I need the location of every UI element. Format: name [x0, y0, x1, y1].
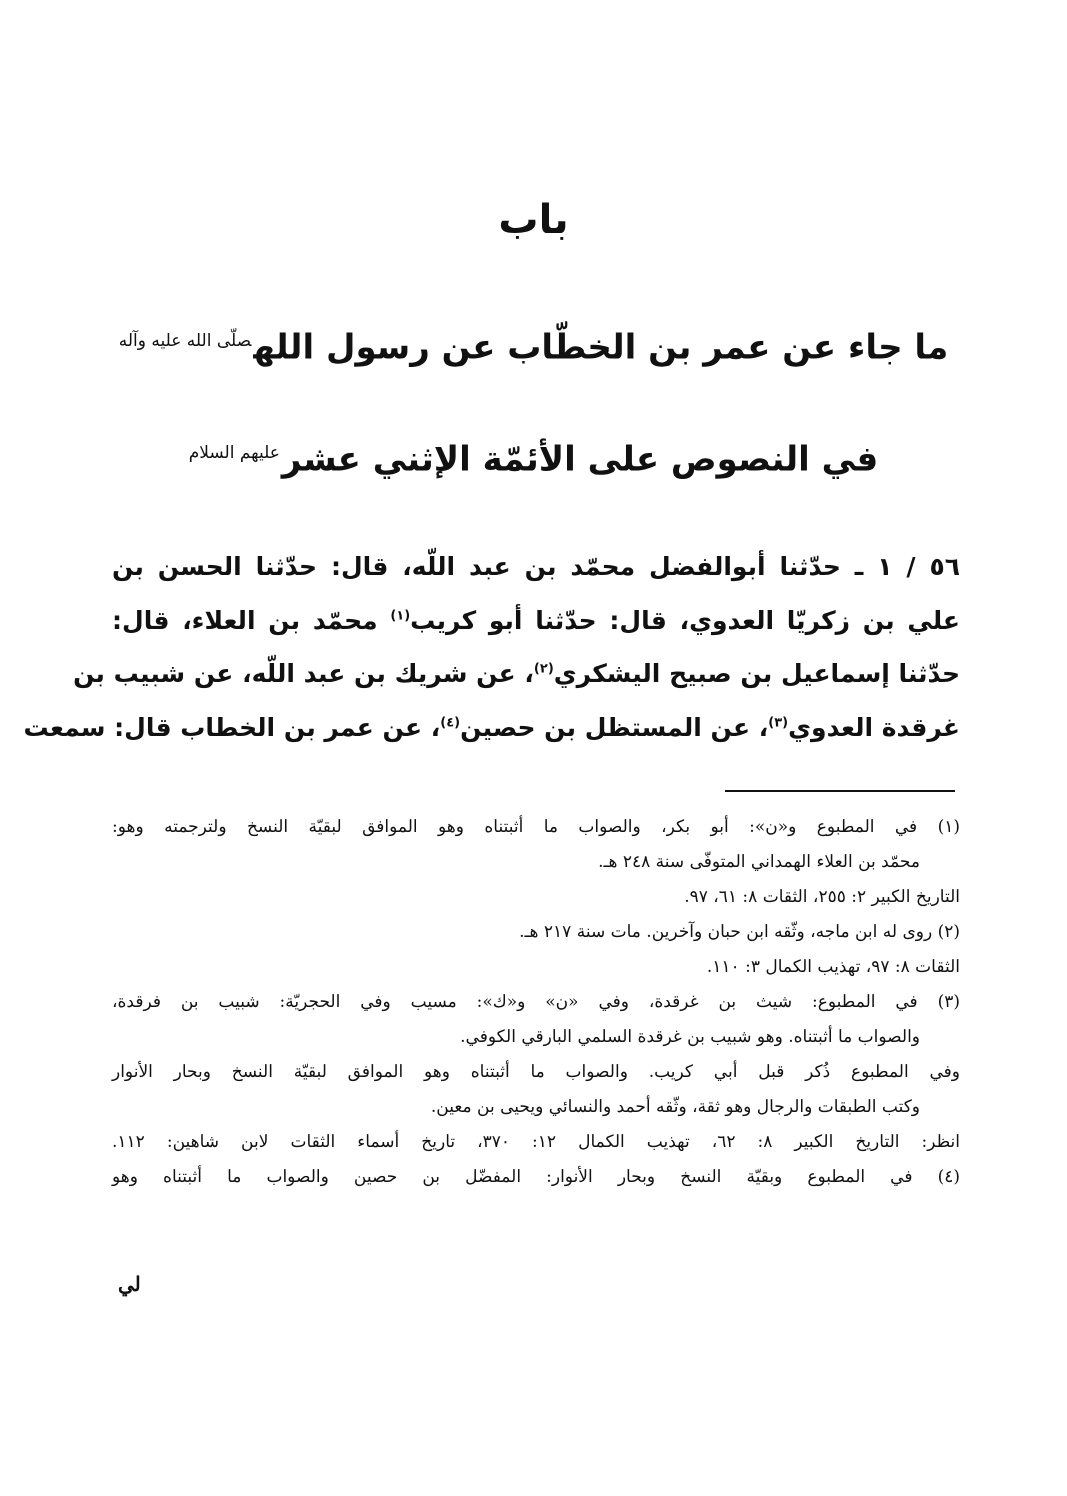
footnote-line: انظر: التاريخ الكبير ٨: ٦٢، تهذيب الكمال ١٢: ٣٧٠، تاريخ أسماء الثقات لابن شاهين: ١١٢. [112, 1132, 961, 1152]
footnote-ref-3: (٣) [768, 715, 789, 731]
footnote-line: التاريخ الكبير ٢: ٢٥٥، الثقات ٨: ٦١، ٩٧. [684, 887, 960, 907]
footnote-line: (٤) في المطبوع وبقيّة النسخ وبحار الأنوار: المفضّل بن حصين والصواب ما أثبتناه وهو [112, 1167, 960, 1187]
footnote-line: محمّد بن العلاء الهمداني المتوفّى سنة ٢٤٨ هـ. [598, 852, 920, 872]
footnote-line: والصواب ما أثبتناه. وهو شبيب بن غرقدة السلمي البارقي الكوفي. [460, 1027, 920, 1047]
body-line-3a-text: حدّثنا إسماعيل بن صبيح اليشكري [553, 659, 960, 688]
honorific-glyph-2: عليهم السلام [188, 443, 280, 463]
body-line-2a-text: علي بن زكريّا العدوي، قال: حدّثنا أبو كريب [410, 605, 960, 635]
footnotes [112, 810, 960, 1195]
body-line-2 [112, 594, 960, 648]
body-line-4a-text: غرقدة العدوي [788, 712, 960, 742]
body-line-1-text: ٥٦ / ١ ـ حدّثنا أبوالفضل محمّد بن عبد اللّه، قال: حدّثنا الحسن بن [112, 552, 960, 581]
footnote-ref-1: (١) [390, 608, 411, 624]
catchword: لي [118, 1272, 141, 1296]
footnote-line: (١) في المطبوع و«ن»: أبو بكر، والصواب ما أثبتناه وهو الموافق لبقيّة النسخ ولترجمته وهو: [112, 817, 960, 837]
body-line-4 [23, 701, 960, 755]
section-title-text-1: ما جاء عن عمر بن الخطّاب عن رسول الله [253, 327, 949, 368]
section-title-text-2: في النصوص على الأئمّة الإثني عشر [281, 439, 879, 480]
footnote-ref-4: (٤) [440, 715, 461, 731]
body-line-1 [112, 540, 960, 594]
body-line-3b-text: ، عن شريك بن عبد اللّه، عن شبيب بن [73, 659, 534, 688]
chapter-heading: باب [498, 197, 569, 243]
footnote-separator [725, 790, 955, 792]
footnote-line: (٣) في المطبوع: شيث بن غرقدة، وفي «ن» و«ك»: مسيب وفي الحجريّة: شبيب بن فرقدة، [112, 992, 960, 1012]
honorific-glyph-1: صلّى الله عليه وآله [118, 331, 252, 351]
footnote-line: وفي المطبوع ذُكر قبل أبي كريب. والصواب ما أثبتناه وهو الموافق لبقيّة النسخ وبحار الأنوار [112, 1062, 960, 1082]
body-line-4c-text: ، عن عمر بن الخطاب قال: سمعت [23, 712, 441, 742]
hadith-body [23, 540, 960, 754]
body-line-3 [73, 647, 960, 701]
footnote-ref-2: (٢) [533, 661, 554, 677]
section-title-line-2 [0, 430, 1067, 482]
section-title-line-1 [0, 318, 1067, 370]
footnote-line: الثقات ٨: ٩٧، تهذيب الكمال ٣: ١١٠. [706, 957, 960, 977]
body-line-2b-text: محمّد بن العلاء، قال: [112, 605, 391, 635]
footnote-line: وكتب الطبقات والرجال وهو ثقة، وثّقه أحمد والنسائي ويحيى بن معين. [430, 1097, 920, 1117]
body-line-4b-text: ، عن المستظل بن حصين [460, 712, 769, 742]
footnote-line: (٢) روى له ابن ماجه، وثّقه ابن حبان وآخرين. مات سنة ٢١٧ هـ. [519, 922, 960, 942]
